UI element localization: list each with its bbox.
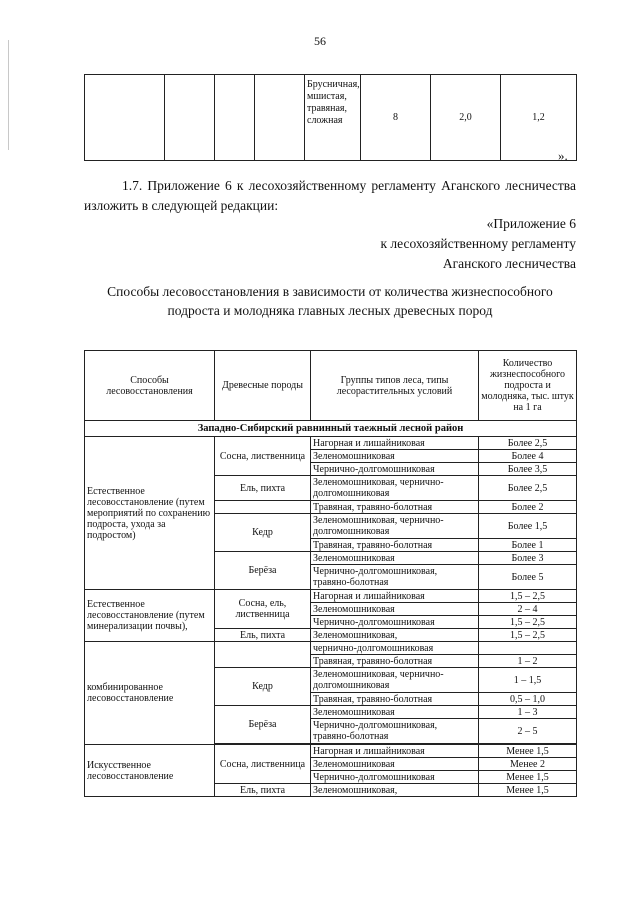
header-method: Способы лесовосстановления xyxy=(85,351,215,421)
reforestation-table xyxy=(84,350,577,797)
species-cell: Берёза xyxy=(215,552,311,590)
amendment-paragraph: 1.7. Приложение 6 к лесохозяйственному регламенту Аганского лесничества изложить в следующей редакции: xyxy=(84,178,576,213)
value-cell: 1,2 xyxy=(501,75,577,161)
quantity-cell: Более 3 xyxy=(479,552,577,565)
appendix-reference xyxy=(381,214,577,274)
group-cell: Чернично-долгомошниковая xyxy=(311,771,479,784)
species-cell: Сосна, лиственница xyxy=(215,437,311,476)
quantity-cell: Менее 1,5 xyxy=(479,771,577,784)
quantity-cell: 2 – 4 xyxy=(479,603,577,616)
appendix-line: «Приложение 6 xyxy=(486,216,576,231)
group-cell: Зеленомошниковая xyxy=(311,758,479,771)
group-cell: Чернично-долгомошниковая, травяно-болотная xyxy=(311,565,479,590)
quantity-cell: 1,5 – 2,5 xyxy=(479,629,577,642)
group-cell: Травяная, травяно-болотная xyxy=(311,693,479,706)
header-groups: Группы типов леса, типы лесорастительных условий xyxy=(311,351,479,421)
table-row xyxy=(85,642,577,655)
quantity-cell xyxy=(479,642,577,655)
quantity-cell: Более 2 xyxy=(479,501,577,514)
page-number: 56 xyxy=(314,34,326,48)
group-cell: чернично-долгомошниковая xyxy=(311,642,479,655)
quantity-cell: 0,5 – 1,0 xyxy=(479,693,577,706)
group-cell: Травяная, травяно-болотная xyxy=(311,501,479,514)
continuation-table xyxy=(84,74,577,161)
method-cell: Искусственное лесовосстановление xyxy=(85,745,215,797)
group-cell: Чернично-долгомошниковая xyxy=(311,616,479,629)
quantity-cell: Более 4 xyxy=(479,450,577,463)
table-header-row xyxy=(85,351,577,421)
group-cell: Нагорная и лишайниковая xyxy=(311,590,479,603)
header-species: Древесные породы xyxy=(215,351,311,421)
forest-type-cell: Брусничная, мшистая, травяная, сложная xyxy=(305,75,361,161)
quantity-cell: Менее 1,5 xyxy=(479,784,577,797)
quantity-cell: 1 – 1,5 xyxy=(479,668,577,693)
table-row xyxy=(85,75,577,161)
species-cell: Кедр xyxy=(215,514,311,552)
quantity-cell: Более 2,5 xyxy=(479,437,577,450)
quantity-cell: 1,5 – 2,5 xyxy=(479,616,577,629)
value-cell: 8 xyxy=(361,75,431,161)
region-row xyxy=(85,421,577,437)
table-row xyxy=(85,745,577,758)
quantity-cell: Более 2,5 xyxy=(479,476,577,501)
group-cell: Травяная, травяно-болотная xyxy=(311,655,479,668)
table-row xyxy=(85,590,577,603)
group-cell: Зеленомошниковая, чернично-долгомошниковая xyxy=(311,476,479,501)
quantity-cell: Менее 1,5 xyxy=(479,745,577,758)
quantity-cell: Более 3,5 xyxy=(479,463,577,476)
method-cell: Естественное лесовосстановление (путем минерализации почвы), xyxy=(85,590,215,642)
group-cell: Травяная, травяно-болотная xyxy=(311,539,479,552)
species-cell: Сосна, ель, лиственница xyxy=(215,590,311,629)
method-cell: Естественное лесовосстановление (путем мероприятий по сохранению подроста, ухода за подростом) xyxy=(85,437,215,590)
method-cell: комбинированное лесовосстановление xyxy=(85,642,215,745)
group-cell: Зеленомошниковая xyxy=(311,552,479,565)
species-cell: Ель, пихта xyxy=(215,476,311,501)
group-cell: Зеленомошниковая, чернично-долгомошниковая xyxy=(311,668,479,693)
value-cell: 2,0 xyxy=(431,75,501,161)
closing-quote: ». xyxy=(558,148,568,163)
group-cell: Зеленомошниковая xyxy=(311,603,479,616)
header-quantity: Количество жизнеспособного подроста и молодняка, тыс. штук на 1 га xyxy=(479,351,577,421)
group-cell: Зеленомошниковая, чернично-долгомошниковая xyxy=(311,514,479,539)
quantity-cell: Более 5 xyxy=(479,565,577,590)
species-cell: Кедр xyxy=(215,668,311,706)
table-heading: Способы лесовосстановления в зависимости от количества жизнеспособного подроста и молодняка главных лесных древесных пород xyxy=(107,284,553,318)
quantity-cell: Менее 2 xyxy=(479,758,577,771)
region-title: Западно-Сибирский равнинный таежный лесной район xyxy=(85,421,577,437)
quantity-cell: 1 – 3 xyxy=(479,706,577,719)
margin-rule xyxy=(8,40,9,150)
species-cell: Ель, пихта xyxy=(215,784,311,797)
group-cell: Нагорная и лишайниковая xyxy=(311,745,479,758)
appendix-line: Аганского лесничества xyxy=(442,256,576,271)
appendix-line: к лесохозяйственному регламенту xyxy=(380,236,576,251)
quantity-cell: Более 1 xyxy=(479,539,577,552)
group-cell: Зеленомошниковая xyxy=(311,706,479,719)
group-cell: Зеленомошниковая, xyxy=(311,784,479,797)
table-row xyxy=(85,437,577,450)
quantity-cell: Более 1,5 xyxy=(479,514,577,539)
species-cell: Сосна, лиственница xyxy=(215,745,311,784)
species-cell: Ель, пихта xyxy=(215,629,311,642)
group-cell: Зеленомошниковая, xyxy=(311,629,479,642)
quantity-cell: 2 – 5 xyxy=(479,719,577,744)
species-cell: Берёза xyxy=(215,706,311,744)
group-cell: Нагорная и лишайниковая xyxy=(311,437,479,450)
group-cell: Чернично-долгомошниковая, травяно-болотная xyxy=(311,719,479,744)
quantity-cell: 1,5 – 2,5 xyxy=(479,590,577,603)
group-cell: Зеленомошниковая xyxy=(311,450,479,463)
quantity-cell: 1 – 2 xyxy=(479,655,577,668)
group-cell: Чернично-долгомошниковая xyxy=(311,463,479,476)
